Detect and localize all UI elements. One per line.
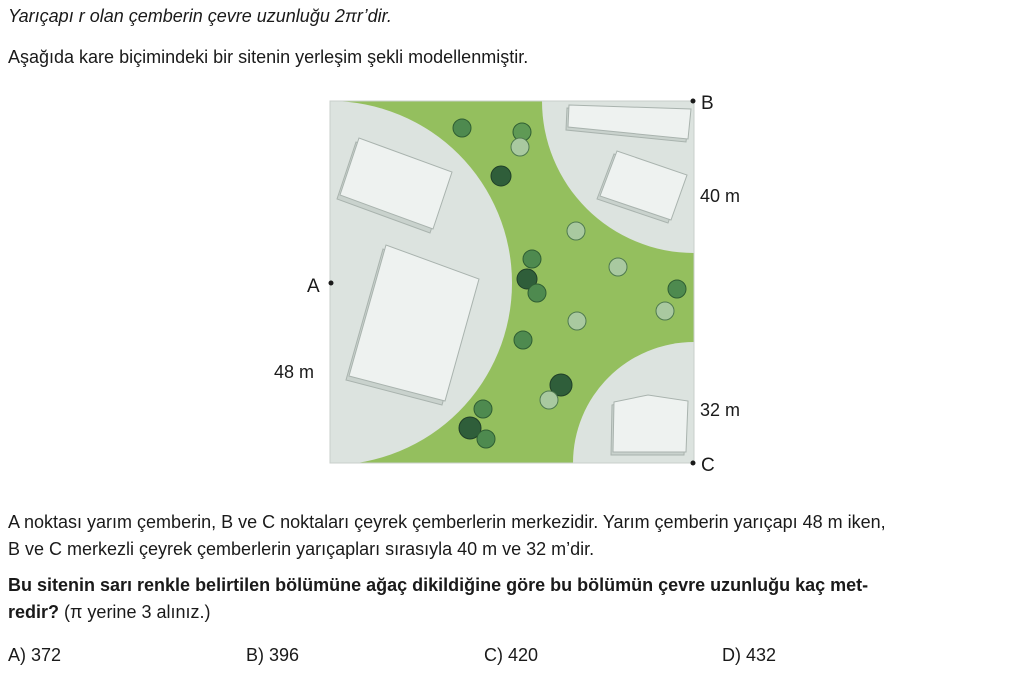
formula-pi: π xyxy=(344,6,357,26)
description-line: Aşağıda kare biçimindeki bir sitenin yerleşim şekli modellenmiştir. xyxy=(8,47,529,67)
question-line-2 xyxy=(8,602,211,623)
label-48m: 48 m xyxy=(274,362,315,382)
body-line-1: A noktası yarım çemberin, B ve C noktaları çeyrek çemberlerin merkezidir. Yarım çemberin yarıçapı 48 m iken, xyxy=(8,512,886,532)
body-line-2: B ve C merkezli çeyrek çemberlerin yarıçapları sırasıyla 40 m ve 32 m’dir. xyxy=(8,539,595,559)
building-5 xyxy=(611,395,688,455)
point-c xyxy=(691,461,696,466)
question-line-1: Bu sitenin sarı renkle belirtilen bölümüne ağaç dikildiğine göre bu bölümün çevre uzunluğu kaç met- xyxy=(8,575,869,595)
point-a xyxy=(329,281,334,286)
label-b: B xyxy=(701,93,714,114)
choice-d[interactable]: D) 432 xyxy=(722,645,777,665)
label-32m: 32 m xyxy=(700,400,741,420)
label-c: C xyxy=(701,455,715,476)
question-line-2-rest: (π yerine 3 alınız.) xyxy=(59,602,211,622)
choice-b[interactable]: B) 396 xyxy=(246,645,300,665)
formula-suffix: r’dir. xyxy=(356,6,392,26)
formula-prefix: Yarıçapı r olan çemberin çevre uzunluğu 2 xyxy=(8,6,345,26)
choice-c[interactable]: C) 420 xyxy=(484,645,539,665)
site-square xyxy=(148,0,846,500)
point-b xyxy=(691,99,696,104)
question-line-2-bold: redir? xyxy=(8,602,60,622)
label-40m: 40 m xyxy=(700,186,741,206)
label-a: A xyxy=(307,276,320,297)
choice-a[interactable]: A) 372 xyxy=(8,645,62,665)
